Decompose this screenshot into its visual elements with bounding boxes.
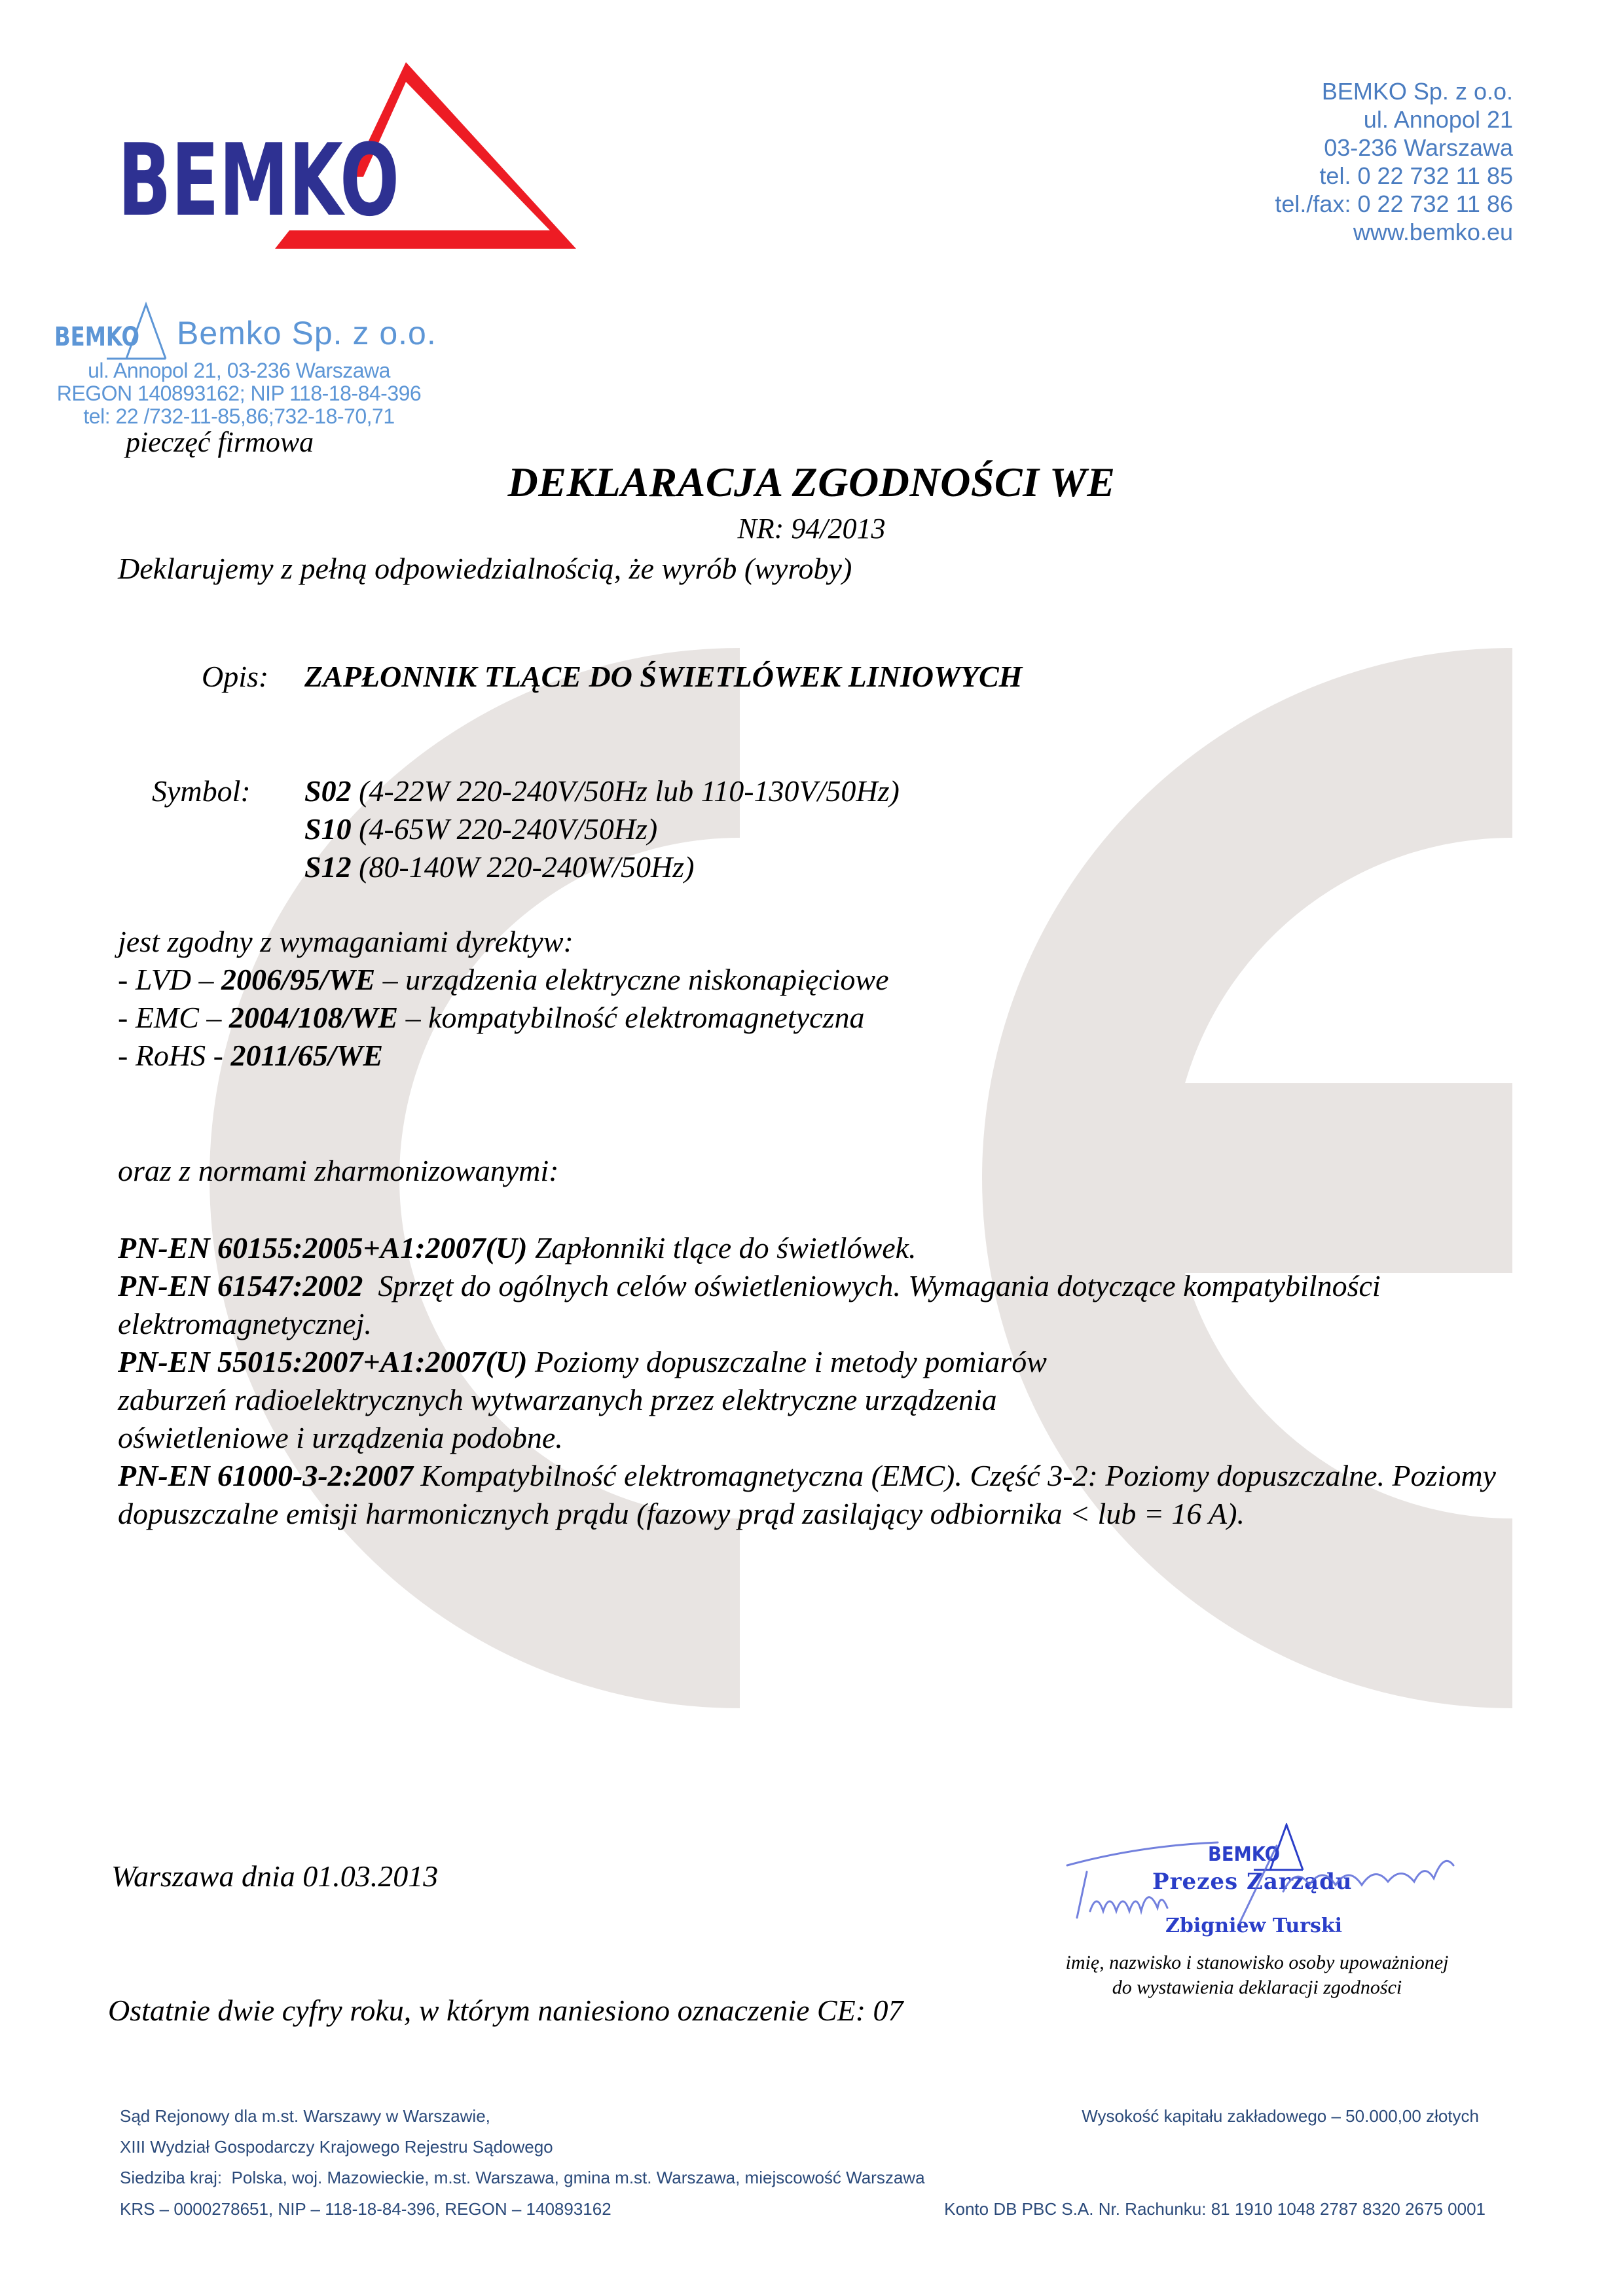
document-title: DEKLARACJA ZGODNOŚCI WE [507,459,1116,505]
norms-list [118,1229,1506,1533]
directive-code: 2006/95/WE [221,963,376,996]
directive-item [118,961,889,999]
footer-share-capital: Wysokość kapitału zakładowego – 50.000,00 złotych [1082,2106,1479,2126]
stamp-phone: tel: 22 /732-11-85,86;732-18-70,71 [83,404,395,428]
directive-prefix: - LVD – [118,963,222,996]
symbol-spec: (4-65W 220-240V/50Hz) [359,812,658,846]
company-website[interactable]: www.bemko.eu [1353,219,1513,245]
norm-code: PN-EN 61547:2002 [118,1269,363,1302]
ce-marking-year-note: Ostatnie dwie cyfry roku, w którym naniesiono oznaczenie CE: 07 [108,1994,903,2027]
directive-code: 2004/108/WE [228,1001,399,1034]
symbol-spec: (80-140W 220-240W/50Hz) [359,850,695,884]
company-phone: tel. 0 22 732 11 85 [1319,162,1513,189]
symbol-item [304,848,900,886]
company-name: BEMKO Sp. z o.o. [1321,78,1513,105]
directive-desc: – kompatybilność elektromagnetyczna [398,1001,865,1034]
symbol-spec: (4-22W 220-240V/50Hz lub 110-130V/50Hz) [359,774,900,808]
signature-block [1041,1806,1486,1944]
footer-division: XIII Wydział Gospodarczy Krajowego Rejestru Sądowego [120,2137,553,2157]
signature-caption-line: imię, nazwisko i stanowisko osoby upoważnionej [1065,1952,1449,1973]
norm-desc: Sprzęt do ogólnych celów oświetleniowych. Wymagania dotyczące kompatybilności elektromagnetycznej. [118,1269,1389,1340]
signatory-role: Prezes Zarządu [1152,1869,1353,1895]
norm-desc: Zapłonniki tlące do świetlówek. [527,1231,917,1265]
logo-text: BEMKO [118,122,399,238]
norm-code: PN-EN 55015:2007+A1:2007(U) [118,1345,528,1378]
company-city: 03-236 Warszawa [1324,134,1513,161]
directive-item [118,999,889,1037]
signature-caption-line: do wystawienia deklaracji zgodności [1112,1977,1402,1998]
footer-seat: Siedziba kraj: Polska, woj. Mazowieckie, m.st. Warszawa, gmina m.st. Warszawa, miejscowość Warszawa [120,2168,925,2187]
declaration-intro: Deklarujemy z pełną odpowiedzialnością, że wyrób (wyroby) [118,552,852,585]
stamp-logo-icon [54,301,172,360]
bemko-logo [118,46,589,255]
directive-code: 2011/65/WE [230,1039,384,1072]
footer-registry: KRS – 0000278651, NIP – 118-18-84-396, REGON – 140893162 [120,2199,611,2219]
signatory-name: Zbigniew Turski [1165,1914,1343,1937]
symbol-code: S12 [304,850,352,884]
description-label: Opis: [202,660,269,693]
company-address [1275,77,1513,246]
symbol-label: Symbol: [152,774,251,808]
directives-section [118,923,889,1075]
directives-intro: jest zgodny z wymaganiami dyrektyw: [118,925,574,958]
company-street: ul. Annopol 21 [1363,106,1513,133]
norm-item [118,1457,1506,1533]
svg-text:BEMKO: BEMKO [54,322,139,352]
norm-code: PN-EN 60155:2005+A1:2007(U) [118,1231,528,1265]
stamp-company-name: Bemko Sp. z o.o. [177,315,437,351]
norm-item [118,1343,1506,1457]
norm-item [118,1267,1506,1343]
signature-caption [1021,1950,1493,2000]
company-stamp [36,295,442,428]
footer-bank-account: Konto DB PBC S.A. Nr. Rachunku: 81 1910 1048 2787 8320 2675 0001 [944,2199,1486,2219]
norms-intro: oraz z normami zharmonizowanymi: [118,1154,559,1187]
norm-code: PN-EN 61000-3-2:2007 [118,1459,413,1492]
footer-court: Sąd Rejonowy dla m.st. Warszawy w Warszawie, [120,2106,490,2126]
product-description: ZAPŁONNIK TLĄCE DO ŚWIETLÓWEK LINIOWYCH [304,660,1023,693]
symbol-item [304,810,900,848]
stamp-address: ul. Annopol 21, 03-236 Warszawa [88,359,390,382]
symbol-list [304,772,900,886]
place-and-date: Warszawa dnia 01.03.2013 [111,1859,439,1893]
company-fax: tel./fax: 0 22 732 11 86 [1275,190,1513,217]
directive-prefix: - RoHS - [118,1039,231,1072]
stamp-regon-nip: REGON 140893162; NIP 118-18-84-396 [56,382,422,405]
symbol-code: S10 [304,812,352,846]
symbol-code: S02 [304,774,352,808]
norm-desc: Poziomy dopuszczalne i metody pomiarów zaburzeń radioelektrycznych wytwarzanych przez elektryczne urządzenia oświetleniowe i urządzenia podobne. [118,1345,1047,1454]
directive-desc: – urządzenia elektryczne niskonapięciowe [375,963,889,996]
symbol-item [304,772,900,810]
svg-text:BEMKO: BEMKO [1208,1843,1280,1866]
norm-item [118,1229,1506,1267]
norm-desc: Kompatybilność elektromagnetyczna (EMC). Część 3-2: Poziomy dopuszczalne. Poziomy dopuszczalne emisji harmonicznych prądu (fazowy prąd zasilający odbiornika < lub = 16 A). [118,1459,1496,1530]
handwritten-signature [1041,1820,1486,1924]
directive-item [118,1037,889,1075]
document-number: NR: 94/2013 [737,512,886,545]
ce-mark-e [982,648,1512,1708]
seal-label: pieczęć firmowa [126,426,314,458]
directive-prefix: - EMC – [118,1001,229,1034]
